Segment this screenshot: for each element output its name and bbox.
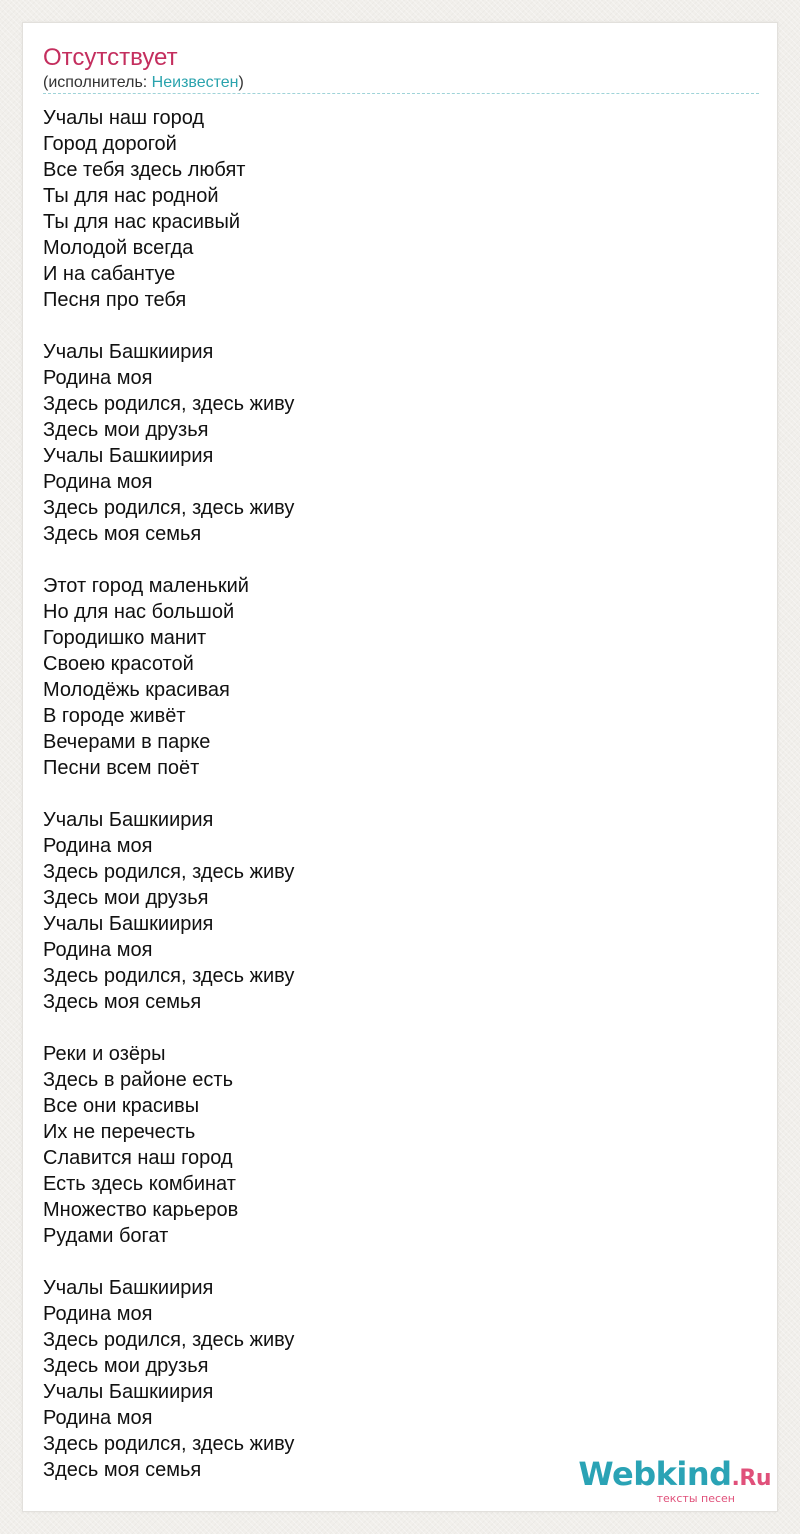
artist-line	[43, 73, 244, 93]
lyric-line: Здесь родился, здесь живу	[43, 497, 295, 519]
lyric-line: Учалы Башкиирия	[43, 1277, 214, 1299]
lyric-line: Рудами богат	[43, 1225, 169, 1247]
artist-suffix: )	[238, 74, 244, 91]
lyric-line: Город дорогой	[43, 133, 177, 155]
lyric-line: Здесь моя семья	[43, 1459, 202, 1481]
lyric-line: Здесь родился, здесь живу	[43, 965, 295, 987]
lyric-line: Все тебя здесь любят	[43, 159, 246, 181]
stanza-chorus-2	[43, 807, 743, 1015]
lyric-line: Родина моя	[43, 939, 153, 961]
stanza-verse-1	[43, 105, 743, 313]
lyric-line: Родина моя	[43, 835, 153, 857]
webkind-logo[interactable]	[578, 1455, 771, 1505]
lyric-line: Здесь в районе есть	[43, 1069, 233, 1091]
lyric-line: Учалы наш город	[43, 107, 205, 129]
lyric-line: Множество карьеров	[43, 1199, 239, 1221]
lyric-line: Есть здесь комбинат	[43, 1173, 236, 1195]
lyric-line: Своею красотой	[43, 653, 194, 675]
lyric-line: Здесь мои друзья	[43, 887, 209, 909]
logo-name: Webkind	[578, 1455, 732, 1493]
lyric-line: Песни всем поёт	[43, 757, 200, 779]
lyric-line: Здесь мои друзья	[43, 1355, 209, 1377]
lyric-line: Родина моя	[43, 1303, 153, 1325]
lyrics-card	[22, 22, 778, 1512]
logo-tld: .Ru	[731, 1466, 771, 1491]
lyric-line: Учалы Башкиирия	[43, 1381, 214, 1403]
lyric-line: Здесь родился, здесь живу	[43, 861, 295, 883]
stanza-chorus-3	[43, 1275, 743, 1483]
lyric-line: Учалы Башкиирия	[43, 913, 214, 935]
lyric-line: В городе живёт	[43, 705, 186, 727]
lyric-line: Здесь моя семья	[43, 523, 202, 545]
lyric-line: Учалы Башкиирия	[43, 809, 214, 831]
lyrics-body	[43, 105, 743, 1509]
lyric-line: Этот город маленький	[43, 575, 249, 597]
lyric-line: Ты для нас красивый	[43, 211, 241, 233]
lyric-line: Реки и озёры	[43, 1043, 166, 1065]
lyric-line: Здесь родился, здесь живу	[43, 393, 295, 415]
lyric-line: Все они красивы	[43, 1095, 200, 1117]
logo-wordmark	[578, 1455, 771, 1495]
lyric-line: Учалы Башкиирия	[43, 341, 214, 363]
lyric-line: Ты для нас родной	[43, 185, 219, 207]
logo-tagline: тексты песен	[656, 1492, 735, 1505]
artist-link[interactable]: Неизвестен	[151, 74, 239, 91]
lyric-line: Но для нас большой	[43, 601, 235, 623]
lyric-line: Здесь мои друзья	[43, 419, 209, 441]
lyric-line: Родина моя	[43, 367, 153, 389]
lyric-line: Молодой всегда	[43, 237, 194, 259]
lyric-line: Родина моя	[43, 1407, 153, 1429]
lyric-line: Молодёжь красивая	[43, 679, 230, 701]
lyric-line: Их не перечесть	[43, 1121, 196, 1143]
artist-prefix: (исполнитель:	[43, 74, 152, 91]
lyric-line: Городишко манит	[43, 627, 207, 649]
lyric-line: Учалы Башкиирия	[43, 445, 214, 467]
lyric-line: Здесь родился, здесь живу	[43, 1433, 295, 1455]
lyric-line: Здесь моя семья	[43, 991, 202, 1013]
stanza-chorus-1	[43, 339, 743, 547]
lyric-line: Здесь родился, здесь живу	[43, 1329, 295, 1351]
lyric-line: Песня про тебя	[43, 289, 187, 311]
lyric-line: И на сабантуе	[43, 263, 176, 285]
song-title: Отсутствует	[43, 44, 178, 71]
stanza-verse-3	[43, 1041, 743, 1249]
stanza-verse-2	[43, 573, 743, 781]
title-divider	[43, 93, 759, 94]
lyric-line: Вечерами в парке	[43, 731, 211, 753]
lyric-line: Родина моя	[43, 471, 153, 493]
lyric-line: Славится наш город	[43, 1147, 233, 1169]
